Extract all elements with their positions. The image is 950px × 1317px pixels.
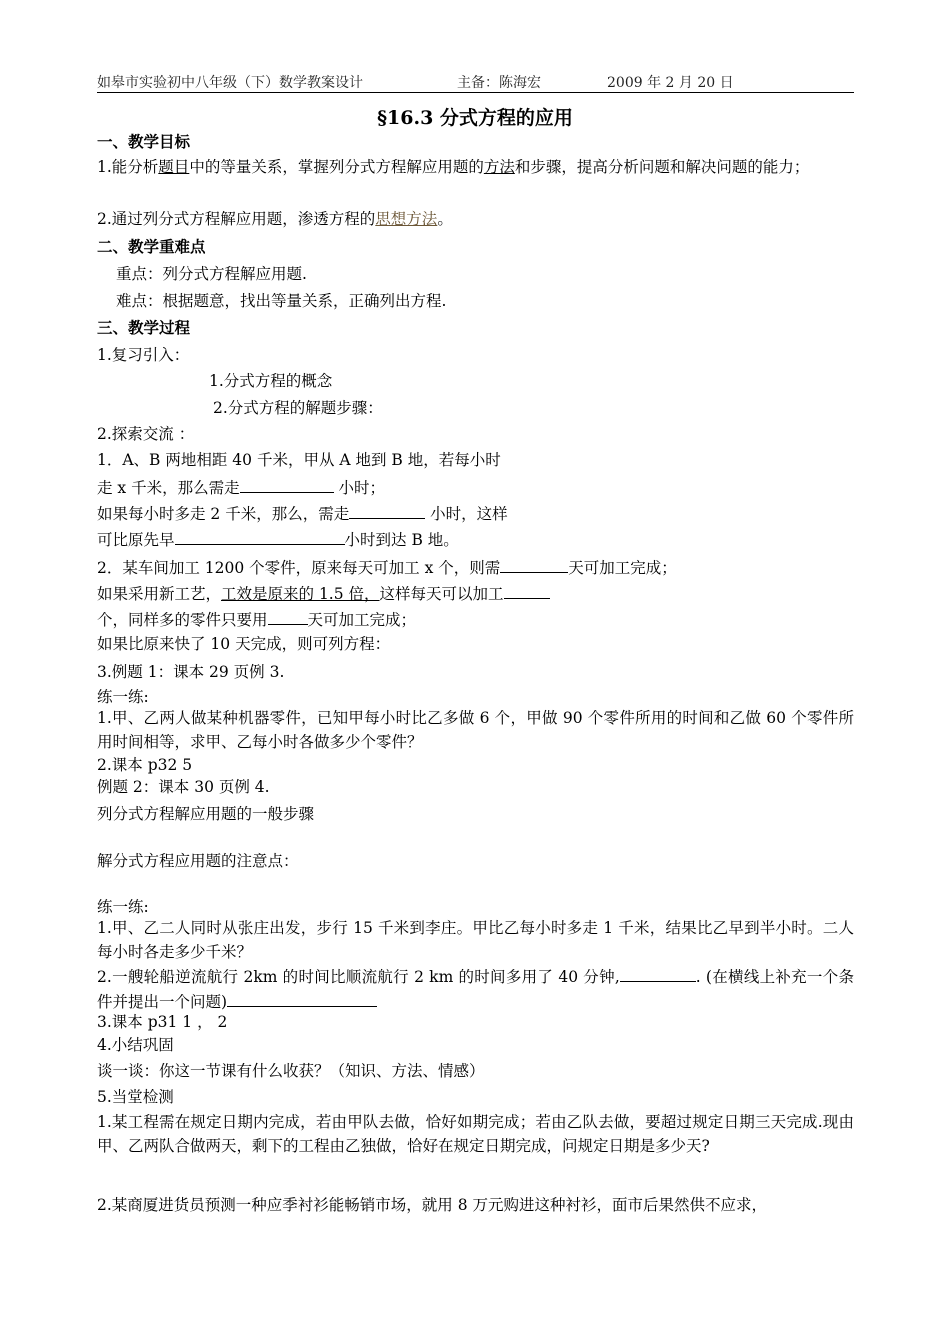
general-steps-heading: 列分式方程解应用题的一般步骤: [97, 805, 315, 823]
goal-1-text-a: 1.能分析: [97, 158, 159, 176]
key-point: 重点：列分式方程解应用题.: [116, 265, 307, 283]
thinking-method-link[interactable]: 思想方法: [375, 210, 438, 228]
problem-2-line-3-tail: 天可加工完成；: [307, 611, 417, 629]
problem-1-line-2-text: 走 x 千米，那么需走: [97, 479, 240, 497]
page-header: [97, 70, 854, 93]
answer-blank[interactable]: [620, 964, 696, 982]
problem-1-line-4: [97, 527, 459, 551]
answer-blank[interactable]: [227, 989, 377, 1007]
practice-1-q1: 1.甲、乙两人做某种机器零件，已知甲每小时比乙多做 6 个，甲做 90 个零件所用的时间和乙做 60 个零件所用时间相等，求甲、乙每小时各做多少个零件？: [97, 709, 854, 751]
answer-blank[interactable]: [175, 527, 345, 545]
problem-1-line-2: [97, 475, 385, 499]
practice-heading-2: 练一练:: [97, 898, 149, 916]
page-title: §16.3 分式方程的应用: [377, 107, 573, 129]
practice-1-q2: 2.课本 p32 5: [97, 756, 193, 774]
answer-blank[interactable]: [500, 555, 568, 573]
review-intro: 1.复习引入：: [97, 346, 190, 364]
problem-2-line-2-text: 如果采用新工艺，: [97, 585, 222, 603]
problem-2-line-4: 如果比原来快了 10 天完成，则可列方程：: [97, 635, 391, 653]
problem-1-line-2-tail: 小时；: [333, 479, 386, 497]
problem-1-line-3-text: 如果每小时多走 2 千米，那么，需走: [97, 505, 350, 523]
practice-heading-1: 练一练:: [97, 688, 149, 706]
goal-1-underline-method: 方法: [483, 158, 515, 176]
section-goals-heading: 一、教学目标: [97, 132, 191, 151]
example-1: 3.例题 1：课本 29 页例 3.: [97, 663, 285, 681]
goal-2-text-b: 。: [437, 210, 453, 228]
example-2: 例题 2：课本 30 页例 4.: [97, 778, 270, 796]
answer-blank[interactable]: [349, 501, 425, 519]
notes-heading: 解分式方程应用题的注意点：: [97, 852, 299, 870]
practice-2-q2-text: 2.一艘轮船逆流航行 2km 的时间比顺流航行 2 km 的时间多用了 40 分钟,: [97, 968, 620, 986]
problem-2-line-2-tail: 这样每天可以加工: [379, 585, 504, 603]
review-item-2: 2.分式方程的解题步骤：: [213, 399, 383, 417]
problem-1-line-4-text: 可比原先早: [97, 531, 175, 549]
practice-2-q3: 3.课本 p31 1 ， 2: [97, 1013, 228, 1031]
problem-1-line-3: [97, 501, 508, 525]
header-school: 如皋市实验初中八年级（下）数学教案设计: [97, 75, 363, 91]
summary-heading: 4.小结巩固: [97, 1036, 174, 1054]
reflection-prompt: 谈一谈：你这一节课有什么收获？（知识、方法、情感）: [97, 1062, 485, 1080]
problem-2-line-2: [97, 581, 550, 605]
practice-2-q2-tail: . (在横线上补充一个条件并提出一个问题): [97, 968, 854, 1011]
explore-heading: 2.探索交流 ：: [97, 425, 195, 443]
problem-2-line-1: [97, 555, 677, 579]
test-question-2: 2.某商厦进货员预测一种应季衬衫能畅销市场，就用 8 万元购进这种衬衫，面市后果然供不应求，: [97, 1196, 768, 1214]
header-date: 2009 年 2 月 20 日: [607, 75, 734, 91]
problem-1-line-1: 1．A、B 两地相距 40 千米，甲从 A 地到 B 地，若每小时: [97, 451, 501, 469]
goal-2-text-a: 2.通过列分式方程解应用题，渗透方程的: [97, 210, 376, 228]
problem-2-line-3: [97, 607, 416, 631]
problem-2-line-1-tail: 天可加工完成；: [568, 559, 677, 577]
goal-2: [97, 208, 453, 230]
answer-blank[interactable]: [504, 581, 550, 599]
review-item-1: 1.分式方程的概念: [209, 372, 333, 390]
header-author: 主备：陈海宏: [457, 75, 541, 91]
problem-1-line-4-tail: 小时到达 B 地。: [344, 531, 459, 549]
test-question-1: 1.某工程需在规定日期内完成，若由甲队去做，恰好如期完成；若由乙队去做，要超过规定日期三天完成.现由甲、乙两队合做两天，剩下的工程由乙独做，恰好在规定日期完成，问规定日期是多少天?: [97, 1113, 854, 1155]
answer-blank[interactable]: [268, 607, 308, 625]
section-keypoints-heading: 二、教学重难点: [97, 237, 206, 256]
efficiency-underline: 工效是原来的 1.5 倍，: [221, 585, 380, 603]
section-process-heading: 三、教学过程: [97, 318, 191, 337]
test-heading: 5.当堂检测: [97, 1088, 174, 1106]
problem-1-line-3-tail: 小时，这样: [425, 505, 508, 523]
goal-1: [97, 155, 854, 179]
goal-1-text-b: 中的等量关系，掌握列分式方程解应用题的: [189, 158, 484, 176]
practice-2-q1: 1.甲、乙二人同时从张庄出发，步行 15 千米到李庄。甲比乙每小时多走 1 千米，结果比乙早到半小时。二人每小时各走多少千米？: [97, 919, 854, 961]
practice-2-q2: [97, 964, 854, 1014]
problem-2-line-3-text: 个，同样多的零件只要用: [97, 611, 268, 629]
difficult-point: 难点：根据题意，找出等量关系，正确列出方程.: [116, 292, 447, 310]
problem-2-line-1-text: 2．某车间加工 1200 个零件，原来每天可加工 x 个，则需: [97, 559, 501, 577]
goal-1-text-c: 和步骤，提高分析问题和解决问题的能力；: [514, 158, 810, 176]
goal-1-underline-topic: 题目: [158, 158, 190, 176]
answer-blank[interactable]: [240, 475, 334, 493]
